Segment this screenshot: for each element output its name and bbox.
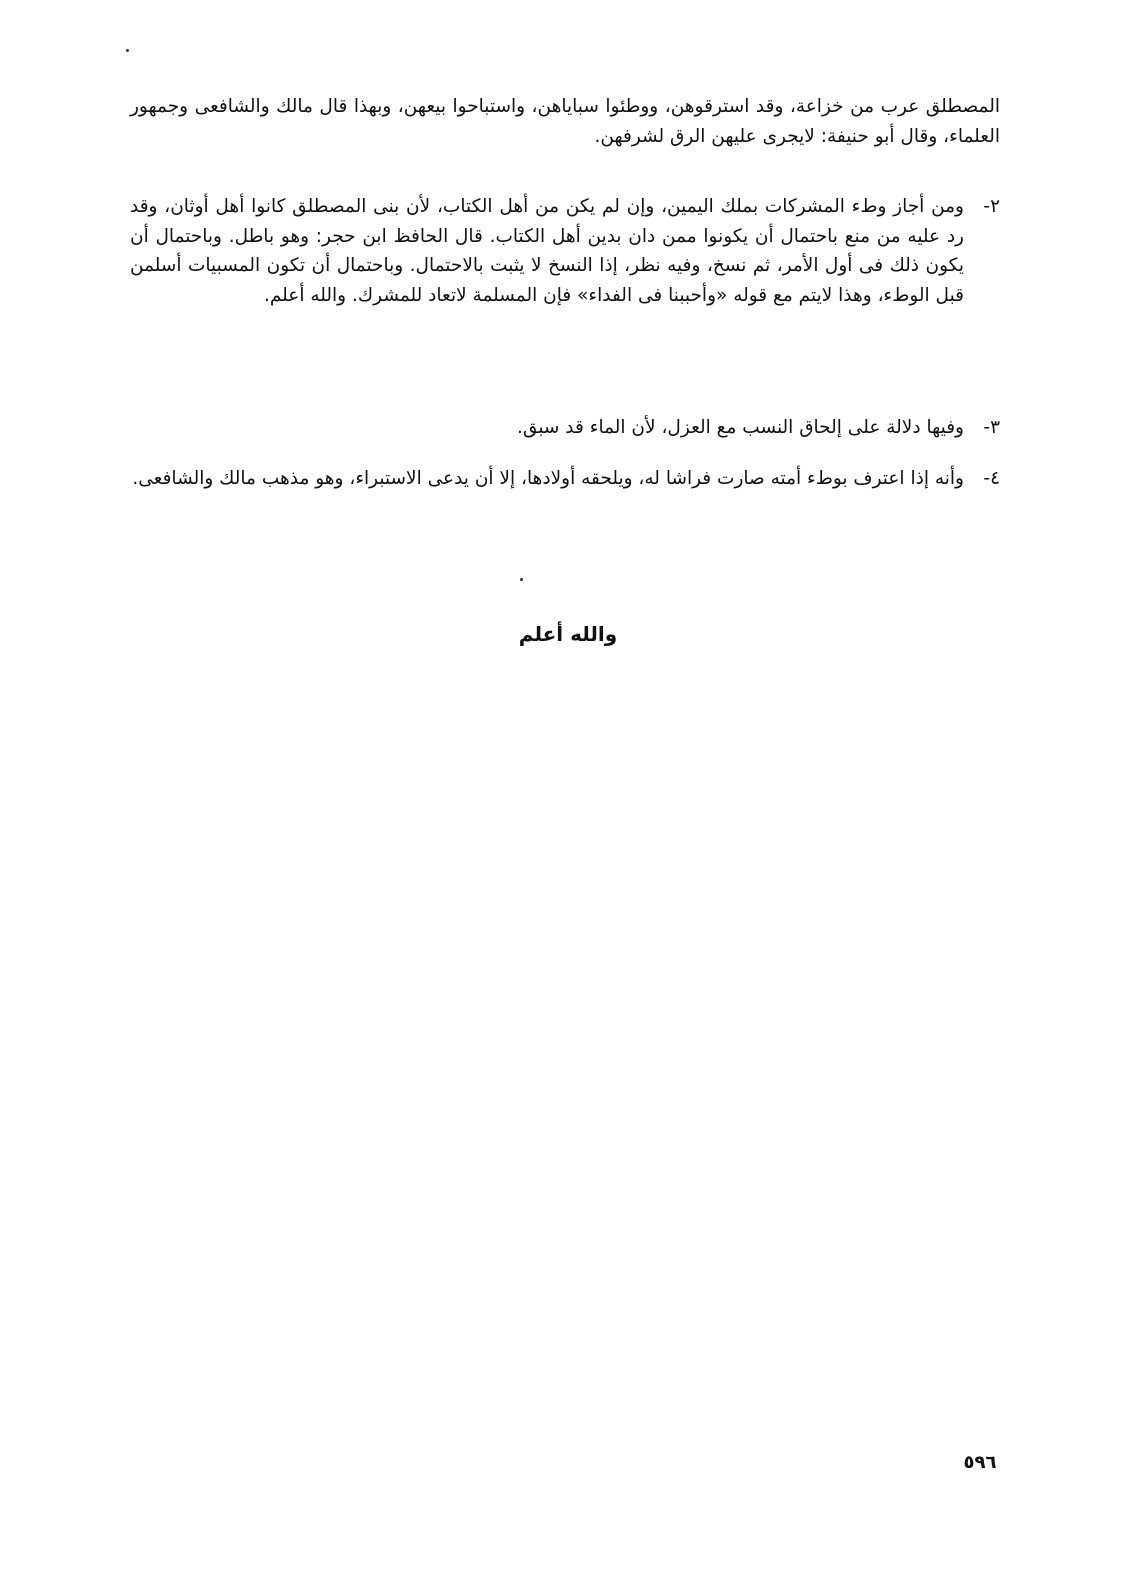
list-item [130,413,1000,443]
paragraph-continuation: المصطلق عرب من خزاعة، وقد استرقوهن، ووطئوا سباياهن، واستباحوا بيعهن، وبهذا قال مالك والشافعى وجمهور العلماء، وقال أبو حنيفة: لايجرى عليهن الرق لشرفهن. [130,96,1000,147]
list-item-number: ٢- [983,196,1000,217]
list-item-text: وفيها دلالة على إلحاق النسب مع العزل، لأن الماء قد سبق. [517,417,964,438]
closing-phrase: والله أعلم [518,622,618,646]
scan-speck [520,578,523,581]
list-item-text: ومن أجاز وطء المشركات بملك اليمين، وإن لم يكن من أهل الكتاب، لأن بنى المصطلق كانوا أهل أوثان، وقد رد عليه من منع باحتمال أن يكونوا ممن دان بدين أهل الكتاب. قال الحافظ ابن حجر: وهو باطل. وباحتمال أن يكون ذلك فى أول الأمر، ثم نسخ، وفيه نظر، إذا النسخ لا يثبت بالاحتمال. وباحتمال أن تكون المسبيات أسلمن قبل الوطء، وهذا لايتم مع قوله «وأحببنا فى الفداء» فإن المسلمة لاتعاد للمشرك. والله أعلم. [130,196,964,306]
list-item-number: ٣- [983,417,1000,438]
list-item-number: ٤- [983,468,1000,489]
page-number: ٥٩٦ [963,1452,997,1473]
scan-speck [126,49,129,52]
list-item [130,464,1000,494]
list-item [130,192,1000,310]
list-item-text: وأنه إذا اعترف بوطء أمته صارت فراشا له، ويلحقه أولادها، إلا أن يدعى الاستبراء، وهو مذهب مالك والشافعى. [132,468,964,489]
